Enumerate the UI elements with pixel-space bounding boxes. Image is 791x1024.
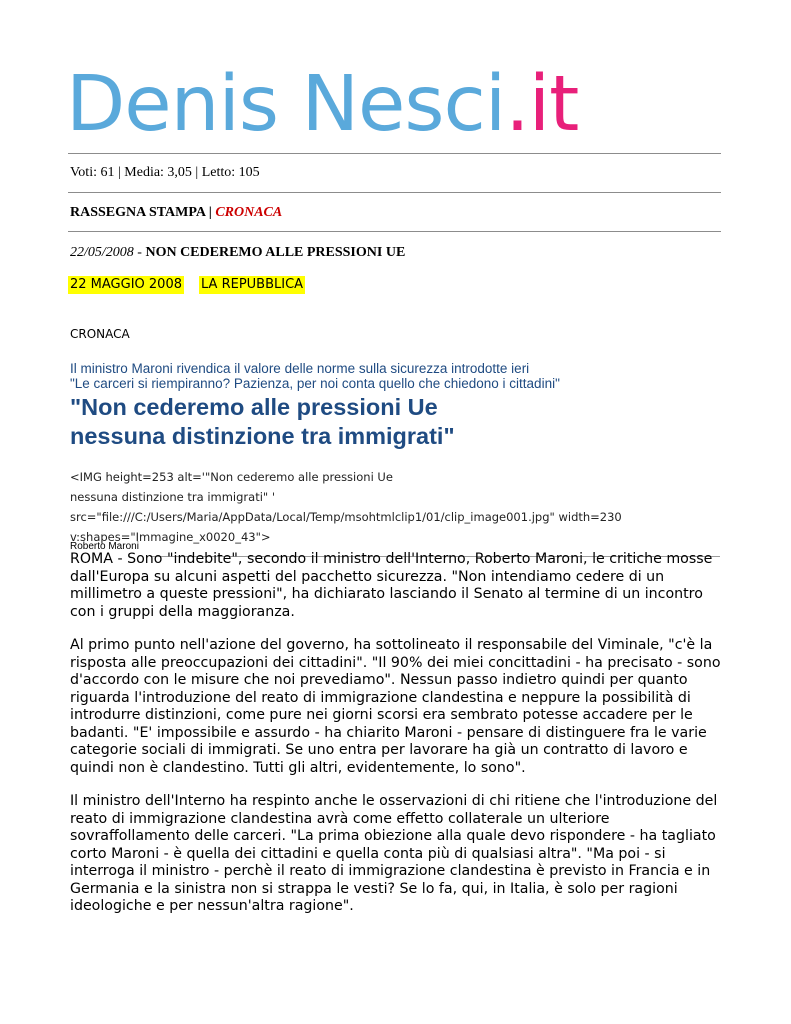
kicker-line: Il ministro Maroni rivendica il valore delle norme sulla sicurezza introdotte ieri (70, 361, 530, 376)
image-code-line: <IMG height=253 alt='"Non cederemo alle pressioni Ue (70, 470, 393, 484)
site-logo[interactable] (66, 60, 578, 150)
divider (68, 231, 721, 232)
article-headline (70, 393, 720, 451)
image-code-line: nessuna distinzione tra immigrati" ' (70, 490, 276, 504)
body-paragraph: Al primo punto nell'azione del governo, ha sottolineato il responsabile del Viminale, "c'è la risposta alle preoccupazioni dei cittadini". "Il 90% dei miei concittadini - ha precisato - sono d'accordo con le misure che noi prevediamo". Nessun passo indietro quindi per quanto riguarda l'introduzione del reato di immigrazione clandestina e neppure la possibilità di introdurre distinzioni, come pure nei giorni scorsi era sembrato potesse accadere per le badanti. "E' impossibile e assurdo - ha chiarito Maroni - pensare di distinguere fra le varie categorie sociali di immigrati. Se uno entra per lavorare ha già un contratto di lavoro e quindi non è clandestino. Tutti gli altri, evidentemente, lo sono". (70, 637, 721, 776)
divider (68, 192, 721, 193)
broken-image-markup (70, 467, 720, 547)
article-kicker (70, 361, 720, 391)
breadcrumb-category-link[interactable]: CRONACA (215, 205, 283, 220)
logo-name: Denis Nesci (66, 60, 506, 149)
headline-line: "Non cederemo alle pressioni Ue (70, 394, 438, 420)
image-code-line: src="file:///C:/Users/Maria/AppData/Local/Temp/msohtmlclip1/01/clip_image001.jpg" width=230 (70, 510, 622, 524)
rubric-label: CRONACA (70, 327, 130, 341)
dateline-separator: - (133, 245, 146, 260)
body-paragraph: ROMA - Sono "indebite", secondo il ministro dell'Interno, Roberto Maroni, le critiche mosse dall'Europa su alcuni aspetti del pacchetto sicurezza. "Non intendiamo cedere di un millimetro a queste pressioni", ha dichiarato lasciando il Senato al termine di un incontro con i gruppi della maggioranza. (70, 551, 713, 620)
article-title: NON CEDEREMO ALLE PRESSIONI UE (145, 245, 406, 260)
body-paragraph: Il ministro dell'Interno ha respinto anche le osservazioni di chi ritiene che l'introduzione del reato di immigrazione clandestina avrà come effetto collaterale un ulteriore sovraffollamento delle carceri. "La prima obiezione alla quale devo rispondere - ha tagliato corto Maroni - è quella dei cittadini e quella conta più di qualsiasi altra". "Ma poi - si interroga il ministro - perchè il reato di immigrazione clandestina è previsto in Francia e in Germania e la sinistra non si strappa le vesti? Se lo fa, qui, in Italia, è solo per ragioni ideologiche e per nessun'altra ragione". (70, 793, 718, 914)
highlight-source: LA REPUBBLICA (201, 277, 304, 292)
article-date: 22/05/2008 (70, 245, 134, 260)
article-body (70, 551, 730, 932)
divider (68, 153, 721, 154)
article-dateline (70, 245, 405, 261)
kicker-line: "Le carceri si riempiranno? Pazienza, per noi conta quello che chiedono i cittadini" (70, 376, 560, 391)
rating-info: Voti: 61 | Media: 3,05 | Letto: 105 (70, 165, 260, 180)
image-caption: Roberto Maroni (70, 541, 139, 552)
image-code-line: v:shapes="Immagine_x0020_43"> (70, 530, 271, 544)
headline-line: nessuna distinzione tra immigrati" (70, 423, 455, 449)
breadcrumb (70, 205, 282, 221)
logo-tld: .it (505, 60, 579, 149)
breadcrumb-section: RASSEGNA STAMPA | (70, 205, 216, 220)
highlight-date: 22 MAGGIO 2008 (70, 277, 182, 292)
